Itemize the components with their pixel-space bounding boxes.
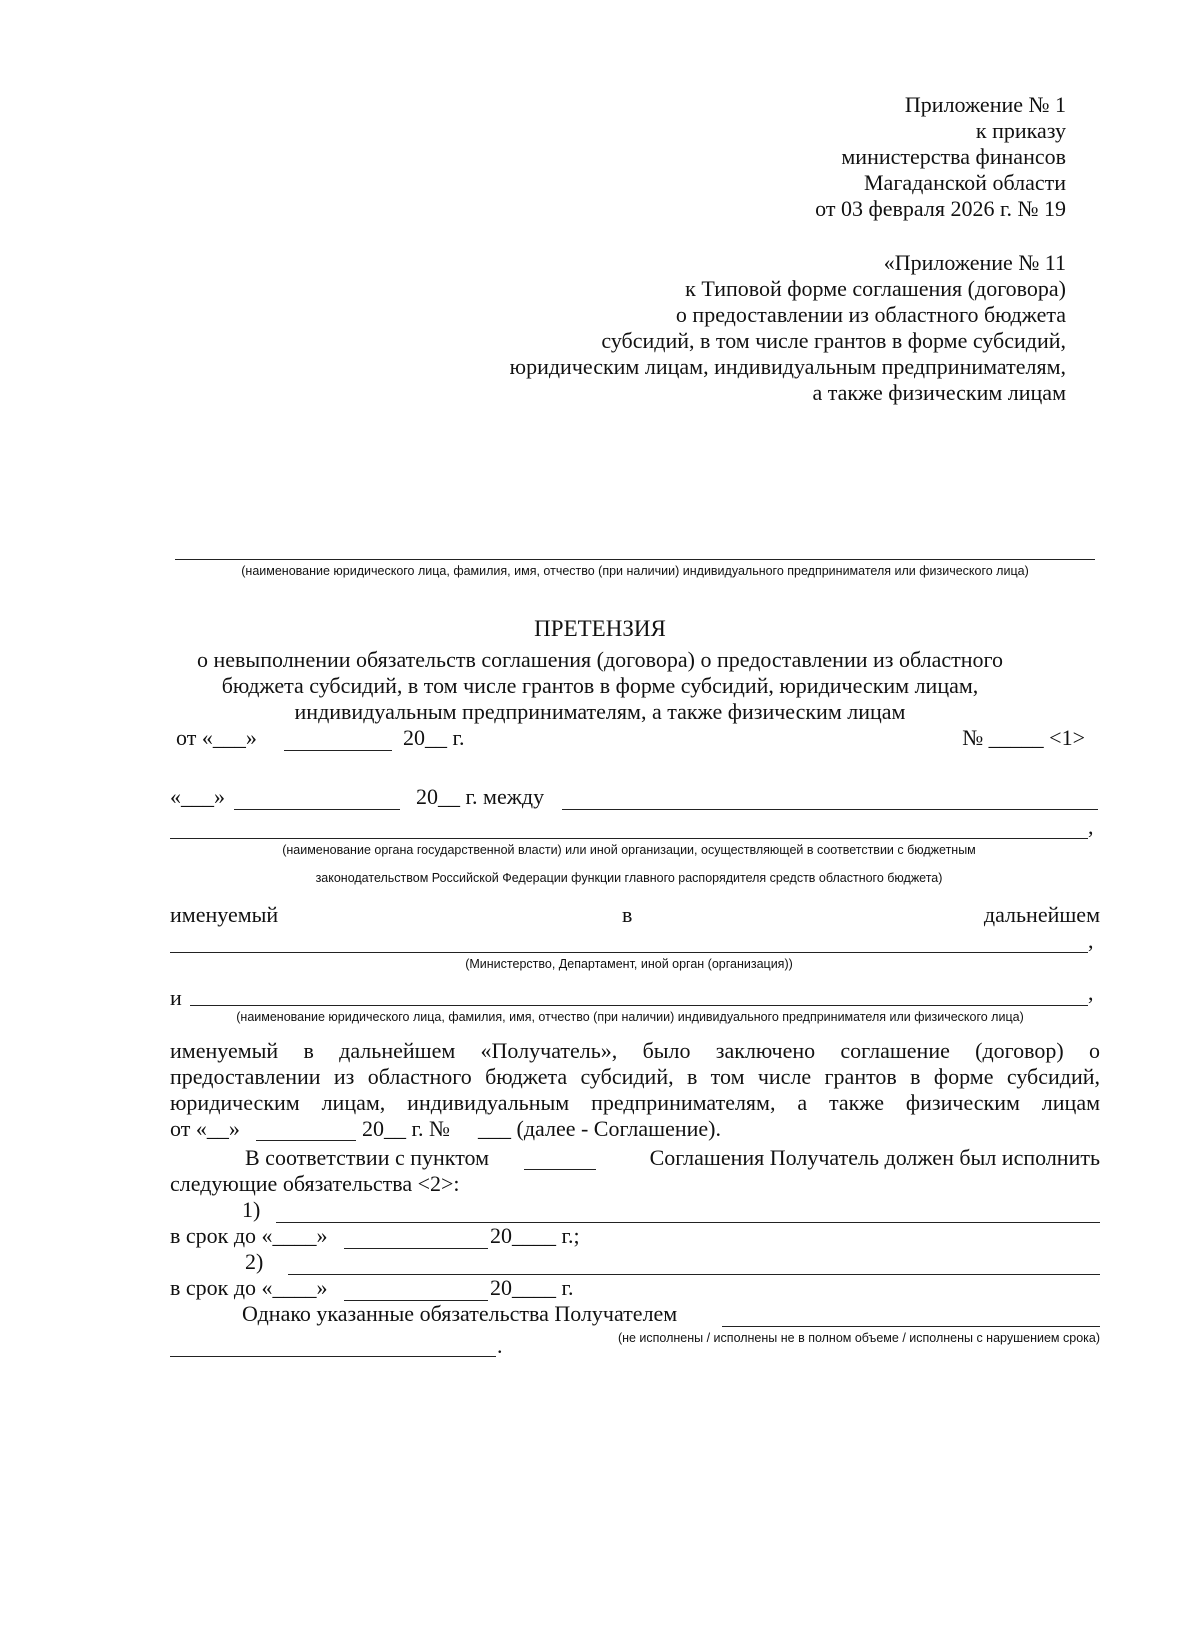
appendix-line: а также физическим лицам bbox=[812, 380, 1066, 405]
agreement-day: «___» bbox=[170, 784, 225, 809]
body-tail: ___ (далее - Соглашение). bbox=[478, 1116, 721, 1141]
ministry-caption: (Министерство, Департамент, иной орган (организация)) bbox=[465, 957, 793, 971]
authority-comma: , bbox=[1088, 814, 1094, 839]
obligation-item-2: 2) bbox=[245, 1249, 264, 1274]
authority-line[interactable] bbox=[170, 838, 1088, 839]
agreement-year-between: 20__ г. между bbox=[416, 784, 545, 809]
ministry-comma: , bbox=[1088, 928, 1094, 953]
obligations-intro-c: следующие обязательства <2>: bbox=[170, 1171, 460, 1196]
recipient-name-line[interactable] bbox=[175, 559, 1095, 560]
title-line: о невыполнении обязательств соглашения (договора) о предоставлении из областного bbox=[197, 647, 1003, 672]
however-continuation-line[interactable] bbox=[170, 1356, 496, 1357]
appendix-line: о предоставлении из областного бюджета bbox=[675, 302, 1066, 327]
title-line: индивидуальным предпринимателям, а также физическим лицам bbox=[294, 699, 906, 724]
term-1-month-line[interactable] bbox=[344, 1248, 488, 1249]
date-from: от «___» bbox=[176, 725, 257, 750]
recipient-caption: (наименование юридического лица, фамилия, имя, отчество (при наличии) индивидуального предпринимателя или физического лица) bbox=[241, 564, 1029, 578]
header-line: к приказу bbox=[975, 118, 1066, 143]
obligations-intro-a: В соответствии с пунктом bbox=[245, 1145, 490, 1170]
appendix-line: к Типовой форме соглашения (договора) bbox=[685, 276, 1066, 301]
term-2-a: в срок до «____» bbox=[170, 1275, 328, 1300]
however-status-line[interactable] bbox=[722, 1326, 1100, 1327]
term-1-a: в срок до «____» bbox=[170, 1223, 328, 1248]
obligation-1-line[interactable] bbox=[276, 1222, 1100, 1223]
party-line[interactable] bbox=[562, 809, 1098, 810]
date-month-line[interactable] bbox=[284, 750, 392, 751]
authority-caption-1: (наименование органа государственной власти) или иной организации, осуществляющей в соответствии с бюджетным bbox=[282, 843, 976, 857]
body-line: именуемый в дальнейшем «Получатель», было заключено соглашение (договор) о bbox=[170, 1038, 1100, 1063]
ministry-line[interactable] bbox=[170, 952, 1088, 953]
obligation-2-line[interactable] bbox=[288, 1274, 1100, 1275]
body-line: юридическим лицам, индивидуальным предпринимателям, а также физическим лицам bbox=[170, 1090, 1100, 1115]
agreement-month-line[interactable] bbox=[234, 809, 400, 810]
header-line: от 03 февраля 2026 г. № 19 bbox=[815, 196, 1066, 221]
obligation-item-1: 1) bbox=[242, 1197, 261, 1222]
body-year: 20__ г. № bbox=[362, 1116, 451, 1141]
body-from: от «__» bbox=[170, 1116, 240, 1141]
however-text: Однако указанные обязательства Получателем bbox=[242, 1301, 678, 1326]
date-year: 20__ г. bbox=[403, 725, 465, 750]
appendix-line: «Приложение № 11 bbox=[883, 250, 1066, 275]
recipient-second-caption: (наименование юридического лица, фамилия, имя, отчество (при наличии) индивидуального предпринимателя или физического лица) bbox=[236, 1010, 1024, 1024]
header-line: Магаданской области bbox=[864, 170, 1066, 195]
title-line: бюджета субсидий, в том числе грантов в форме субсидий, юридическим лицам, bbox=[221, 673, 979, 698]
body-month-line[interactable] bbox=[256, 1140, 356, 1141]
appendix-line: юридическим лицам, индивидуальным предпринимателям, bbox=[509, 354, 1066, 379]
authority-caption-2: законодательством Российской Федерации функции главного распорядителя средств областного бюджета) bbox=[315, 871, 943, 885]
term-2-b: 20____ г. bbox=[490, 1275, 574, 1300]
document-heading: ПРЕТЕНЗИЯ bbox=[534, 616, 666, 641]
term-1-b: 20____ г.; bbox=[490, 1223, 580, 1248]
header-line: министерства финансов bbox=[841, 144, 1066, 169]
named-left: именуемый bbox=[170, 902, 279, 927]
recipient-comma: , bbox=[1088, 980, 1094, 1005]
clause-number-line[interactable] bbox=[524, 1169, 596, 1170]
recipient-second-line[interactable] bbox=[190, 1005, 1088, 1006]
header-line: Приложение № 1 bbox=[904, 92, 1066, 117]
named-right: дальнейшем bbox=[983, 902, 1100, 927]
and-label bbox=[170, 985, 182, 1011]
however-period: . bbox=[497, 1333, 503, 1358]
obligations-intro-b: Соглашения Получатель должен был исполнить bbox=[649, 1145, 1100, 1170]
however-caption: (не исполнены / исполнены не в полном объеме / исполнены с нарушением срока) bbox=[617, 1331, 1100, 1345]
and-label-text: и bbox=[170, 985, 182, 1010]
date-number: № _____ <1> bbox=[962, 725, 1085, 750]
named-middle: в bbox=[622, 902, 633, 927]
appendix-line: субсидий, в том числе грантов в форме субсидий, bbox=[601, 328, 1066, 353]
body-line: предоставлении из областного бюджета субсидий, в том числе грантов в форме субсидий, bbox=[170, 1064, 1100, 1089]
